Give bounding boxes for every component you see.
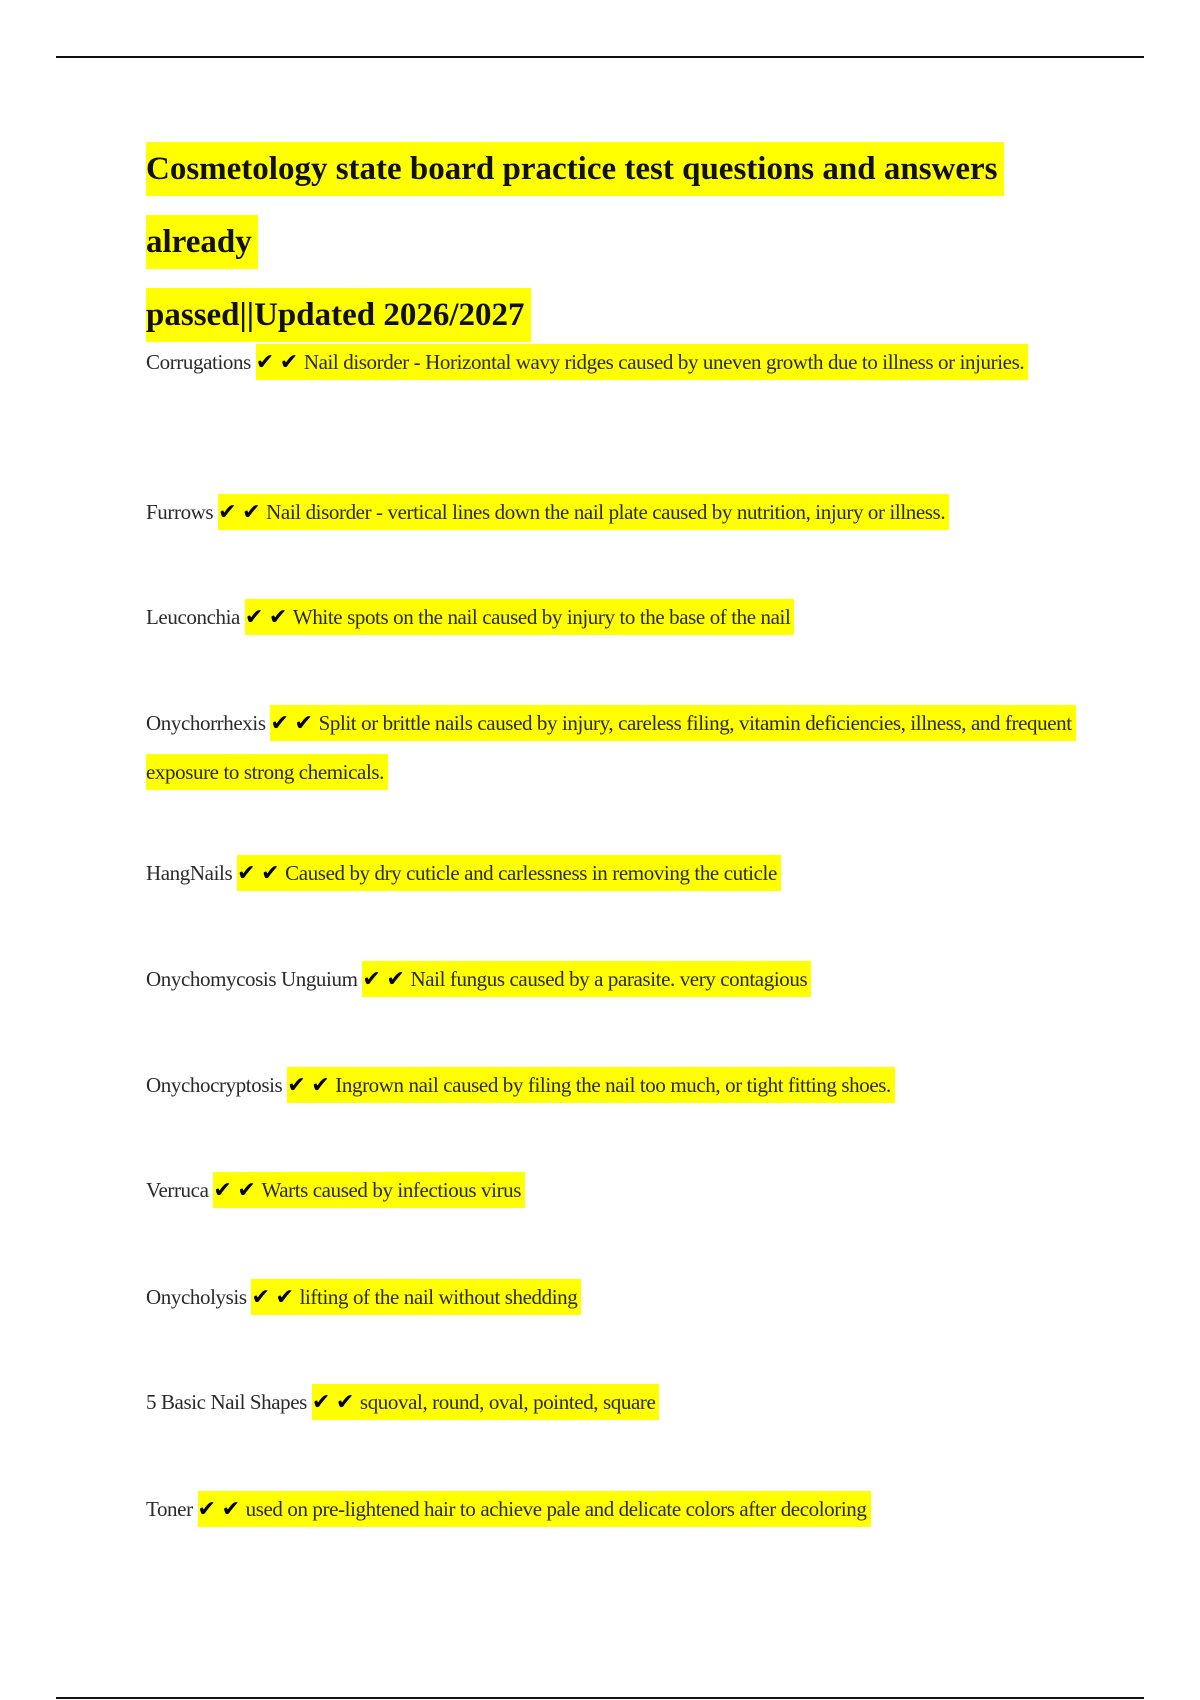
qa-entry-onycholysis <box>146 1273 1086 1322</box>
qa-entry-onychorrhexis <box>146 699 1086 797</box>
check-icon: ✔ <box>268 605 287 630</box>
qa-entry-nail-shapes <box>146 1378 1086 1427</box>
check-icon: ✔ <box>311 1390 330 1415</box>
check-icon: ✔ <box>270 711 289 736</box>
page-title <box>146 133 1106 352</box>
qa-entry-toner <box>146 1485 1086 1534</box>
check-icon: ✔ <box>221 1497 240 1522</box>
entry-answer: Caused by dry cuticle and carlessness in removing the cuticle <box>285 861 777 885</box>
entry-answer: Nail fungus caused by a parasite. very contagious <box>410 967 808 991</box>
entry-answer: Split or brittle nails caused by injury, careless filing, vitamin deficiencies, illness, and frequent exposure to strong chemicals. <box>146 711 1072 784</box>
qa-entry-onychocryptosis <box>146 1061 1086 1110</box>
check-icon: ✔ <box>335 1390 354 1415</box>
entry-term: Toner <box>146 1497 193 1521</box>
check-icon: ✔ <box>242 500 261 525</box>
entry-term: Leuconchia <box>146 605 240 629</box>
entry-answer: Ingrown nail caused by filing the nail too much, or tight fitting shoes. <box>335 1073 891 1097</box>
check-icon: ✔ <box>311 1073 330 1098</box>
entry-term: HangNails <box>146 861 233 885</box>
qa-entry-verruca <box>146 1166 1086 1215</box>
bottom-rule <box>56 1697 1144 1699</box>
check-icon: ✔ <box>255 350 274 375</box>
entry-term: 5 Basic Nail Shapes <box>146 1390 307 1414</box>
check-icon: ✔ <box>261 861 280 886</box>
check-icon: ✔ <box>275 1285 294 1310</box>
check-icon: ✔ <box>197 1497 216 1522</box>
entry-term: Onychocryptosis <box>146 1073 283 1097</box>
entry-answer: White spots on the nail caused by injury to the base of the nail <box>292 605 791 629</box>
qa-entry-onychomycosis <box>146 955 1086 1004</box>
check-icon: ✔ <box>218 500 237 525</box>
entry-answer: Nail disorder - Horizontal wavy ridges caused by uneven growth due to illness or injuries. <box>303 350 1025 374</box>
entry-answer: Warts caused by infectious virus <box>261 1178 522 1202</box>
qa-entry-hangnails <box>146 849 1086 898</box>
check-icon: ✔ <box>287 1073 306 1098</box>
check-icon: ✔ <box>279 350 298 375</box>
check-icon: ✔ <box>244 605 263 630</box>
check-icon: ✔ <box>237 861 256 886</box>
check-icon: ✔ <box>386 967 405 992</box>
entry-term: Corrugations <box>146 350 251 374</box>
top-rule <box>56 56 1144 58</box>
entry-term: Verruca <box>146 1178 209 1202</box>
entry-term: Onycholysis <box>146 1285 247 1309</box>
check-icon: ✔ <box>362 967 381 992</box>
entry-answer: lifting of the nail without shedding <box>299 1285 578 1309</box>
title-line-2: passed||Updated 2026/2027 <box>146 288 531 342</box>
check-icon: ✔ <box>294 711 313 736</box>
qa-entry-corrugations <box>146 338 1086 387</box>
entry-term: Onychomycosis Unguium <box>146 967 358 991</box>
entry-answer: squoval, round, oval, pointed, square <box>359 1390 656 1414</box>
title-line-1: Cosmetology state board practice test questions and answers already <box>146 142 1004 269</box>
check-icon: ✔ <box>213 1178 232 1203</box>
entry-term: Onychorrhexis <box>146 711 266 735</box>
entry-answer: Nail disorder - vertical lines down the nail plate caused by nutrition, injury or illness. <box>266 500 946 524</box>
check-icon: ✔ <box>251 1285 270 1310</box>
check-icon: ✔ <box>237 1178 256 1203</box>
entry-answer: used on pre-lightened hair to achieve pale and delicate colors after decoloring <box>245 1497 867 1521</box>
entry-term: Furrows <box>146 500 214 524</box>
qa-entry-leuconchia <box>146 593 1086 642</box>
qa-entry-furrows <box>146 488 1086 537</box>
